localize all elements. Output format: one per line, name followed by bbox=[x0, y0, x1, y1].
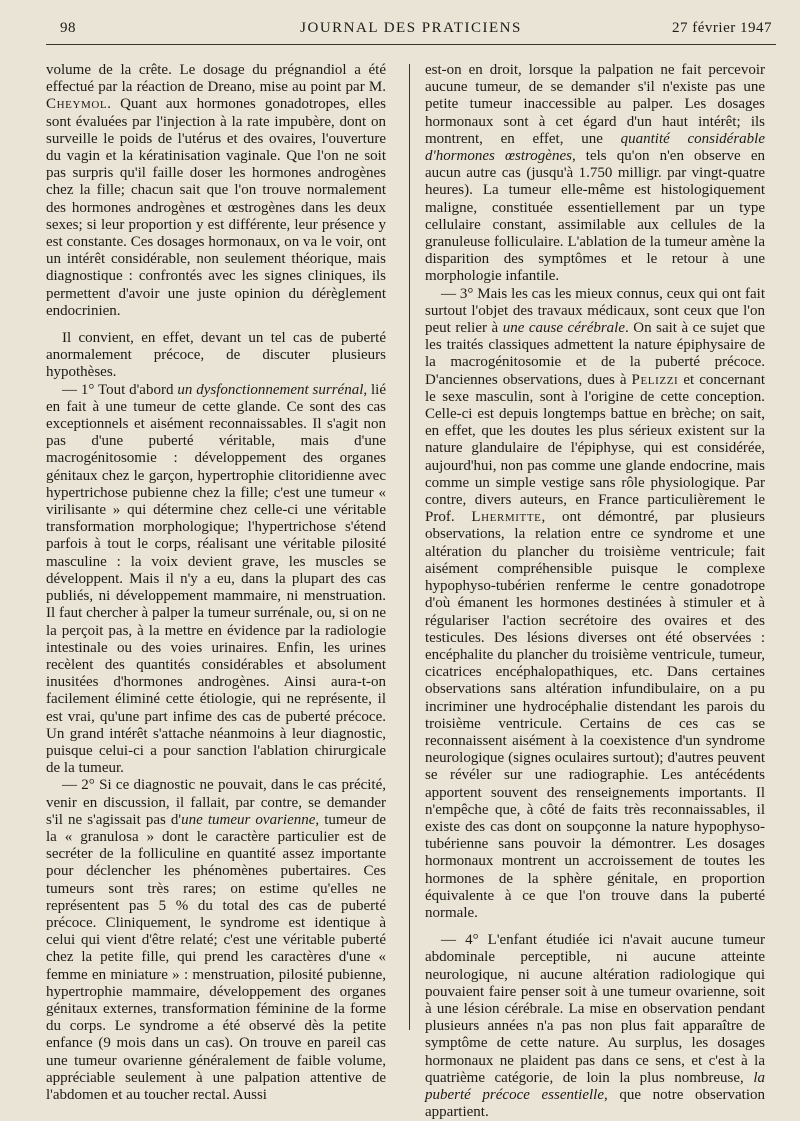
author-name: Lhermitte bbox=[471, 509, 542, 526]
paragraph: volume de la crête. Le dosage du prégnandiol a été effectué par la réaction de Dreano, mise au point par M. Cheymol. Quant aux hormones gonadotropes, elles sont évaluées par l'injection à la rate impubère, dont on surveille le poids de l'utérus et des ovaires, l'ouverture du vagin et la kératinisation vaginale. Que l'on ne soit pas surpris qu'il faille doser les hormones androgènes chez la fille; chacun sait que l'on trouve normalement des hormones androgènes et œstrogènes dans les deux sexes; si leur proportion y est différente, leur présence y est constante. Ces dosages hormonaux, on va le voir, ont un intérêt considérable, non seulement théorique, mais diagnostique : confrontés avec les signes cliniques, ils permettent d'avoir une juste opinion du dérèglement endocrinien. bbox=[46, 62, 386, 319]
author-name: Cheymol bbox=[46, 96, 108, 113]
page-number: 98 bbox=[60, 20, 76, 36]
paragraph: — 4° L'enfant étudiée ici n'avait aucune tumeur abdominale perceptible, ni aucune atteinte neurologique, ni aucune altération radiologique qui pouvaient faire penser soit à une tumeur ovarienne, soit à une lésion cérébrale. La mise en observation pendant plusieurs années n'a pas non plus fait apparaître de symptôme de cette nature. Au surplus, les dosages hormonaux ne plaident pas dans ce sens, et c'est à la quatrième catégorie, de loin la plus nombreuse, la puberté précoce essentielle, que notre observation appartient. bbox=[425, 932, 766, 1121]
header-rule bbox=[46, 44, 776, 45]
paragraph: Il convient, en effet, devant un tel cas de puberté anormalement précoce, de discuter plusieurs hypothèses. bbox=[46, 330, 386, 381]
paragraph: — 3° Mais les cas les mieux connus, ceux qui ont fait surtout l'objet des travaux médicaux, sont ceux que l'on peut relier à une cause cérébrale. On sait à ce sujet que les traités classiques admettent la nature épiphysaire de la macrogénitosomie et de la puberté précoce. D'anciennes observations, dues à Pelizzi et concernant le sexe masculin, sont à l'origine de cette conception. Celle-ci est depuis longtemps battue en brèche; on sait, en effet, que les doutes les plus sérieux existent sur la nature glandulaire de l'épiphyse, qui est considérée, aujourd'hui, non pas comme une glande endocrine, mais comme un simple vestige sans rôle physiologique. Par contre, divers auteurs, en France particulièrement le Prof. Lhermitte, ont démontré, par plusieurs observations, la relation entre ce syndrome et une altération du plancher du troisième ventricule; fait aisément compréhensible puisque le complexe hypophyso-tubérien renferme le centre gonadotrope d'où émanent les hormones destinées à stimuler et à régulariser l'action secrétoire des ovaires et des testicules. Des lésions diverses ont été observées : encéphalite du plancher du troisième ventricule, tumeur, cicatrices encéphalopathiques, etc. Dans certaines observations sans altération infundibulaire, on a pu incriminer une hydrocéphalie distendant les parois du troisième ventricule. Certains de ces cas se reconnaissent aisément à la coexistence d'un syndrome neurologique (signes oculaires surtout); d'autres peuvent se révéler sur une radiographie. Les antécédents apportent souvent des renseignements importants. Il n'empêche que, à côté de faits très reconnaissables, il existe des cas dont on soupçonne la nature hypophyso-tubérienne sans pouvoir la démontrer. Les dosages hormonaux montrent un accroissement de toutes les hormones de la sphère génitale, en proportion équivalente à ce que l'on trouve dans la puberté normale. bbox=[425, 285, 765, 921]
left-column bbox=[46, 62, 386, 1104]
paragraph: — 2° Si ce diagnostic ne pouvait, dans le cas précité, venir en discussion, il fallait, par contre, se demander s'il ne s'agissait pas d'une tumeur ovarienne, tumeur de la « granulosa » dont le caractère particulier est de secréter de la folliculine en quantité assez importante pour déclencher les phénomènes pubertaires. Ces tumeurs sont très rares; on estime qu'elles ne représentent pas 5 % du total des cas de puberté précoce. Cliniquement, le syndrome est identique à celui qui vient d'être relaté; c'est une véritable puberté chez la petite fille, qui prend les caractères d'une « femme en miniature » : menstruation, pilosité pubienne, hypertrophie mammaire, développement des organes génitaux externes, transformation féminine de la forme du corps. Le syndrome a été observé dès la petite enfance (9 mois dans un cas). On trouve en pareil cas une tumeur ovarienne généralement de faible volume, appréciable seulement à une palpation attentive de l'abdomen et au toucher rectal. Aussi bbox=[46, 777, 386, 1103]
right-column bbox=[425, 62, 765, 1121]
author-name: Pelizzi bbox=[631, 371, 679, 388]
issue-date: 27 février 1947 bbox=[672, 20, 772, 36]
column-divider bbox=[409, 64, 410, 1030]
page-header bbox=[50, 18, 772, 40]
paragraph: est-on en droit, lorsque la palpation ne fait percevoir aucune tumeur, de se demander s'il n'existe pas une petite tumeur inaccessible au palper. Les dosages hormonaux sont à cet égard d'un haut intérêt; ils montrent, en effet, une quantité considérable d'hormones œstrogènes, tels qu'on n'en observe en aucun autre cas (jusqu'à 1.750 milligr. par vingt-quatre heures). La tumeur elle-même est histologiquement maligne, constituée essentiellement par un type cellulaire constant, assimilable aux cellules de la granuleuse folliculaire. L'ablation de la tumeur amène la disparition des symptômes et le retour à une morphologie infantile. bbox=[425, 62, 765, 285]
journal-title: JOURNAL DES PRATICIENS bbox=[300, 20, 522, 36]
paragraph: — 1° Tout d'abord un dysfonctionnement surrénal, lié en fait à une tumeur de cette glande. Ce sont des cas exceptionnels et aisément reconnaissables. Il s'agit non pas d'une puberté véritable, mais d'une macrogénitosomie : développement des organes génitaux chez le garçon, hypertrophie clitoridienne avec hypertrichose pubienne chez la fille; c'est une tumeur « virilisante » qui détermine chez celle-ci une véritable transformation morphologique; l'hypertrichose s'étend parfois à tout le corps, réalisant une véritable pilosité masculine : la voix devient grave, les muscles se développent. Mais il n'y a eu, dans la plupart des cas publiés, ni développement mammaire, ni menstruation. Il faut chercher à palper la tumeur surrénale, ou, si on ne la perçoit pas, à la mettre en évidence par la radiologie intestinale ou des voies urinaires. Enfin, les urines recèlent des quantités considérables et absolument inusitées d'hormones androgènes. Ainsi aura-t-on facilement éliminé cette étiologie, qui ne représente, il est vrai, qu'une part infime des cas de puberté précoce. Un grand intérêt s'attache néanmoins à leur diagnostic, puisque celui-ci a pour sanction l'ablation chirurgicale de la tumeur. bbox=[46, 381, 386, 777]
